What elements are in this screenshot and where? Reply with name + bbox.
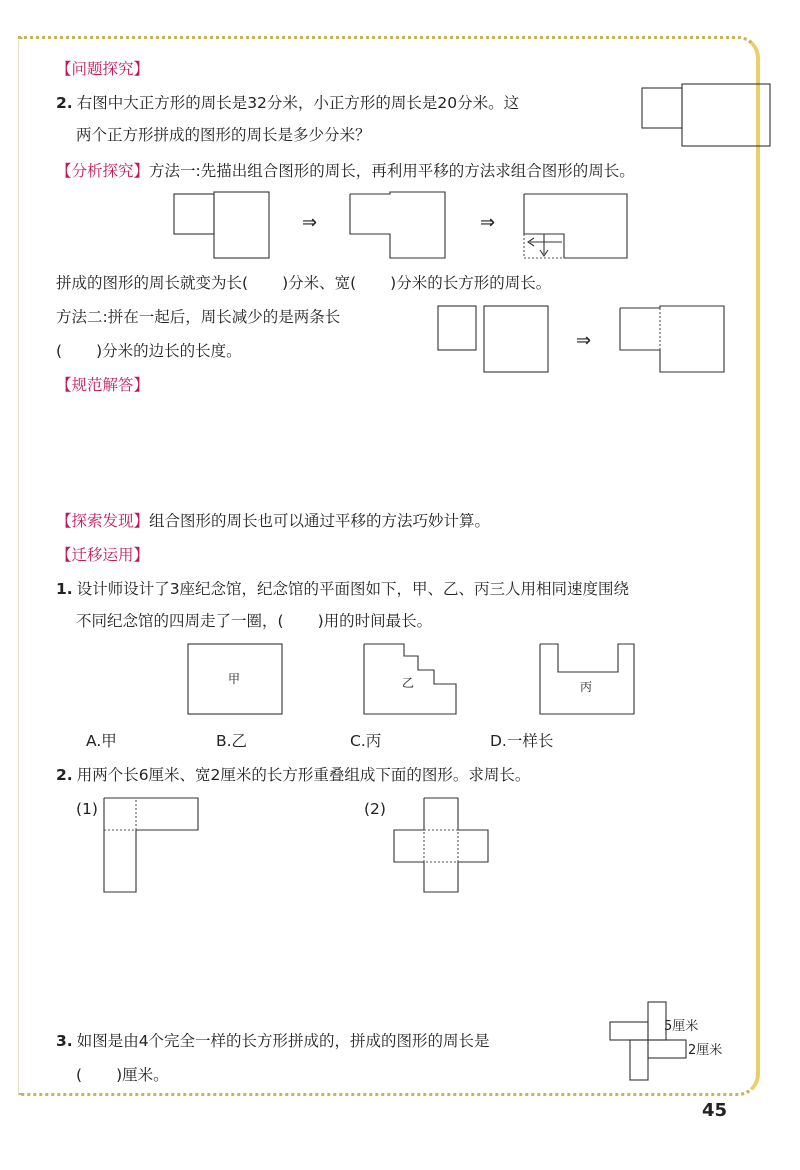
arrow-1: ⇒	[302, 212, 318, 233]
arrow-2: ⇒	[480, 212, 496, 233]
option-c[interactable]: C.丙	[350, 732, 382, 750]
tag-wenti: 【问题探究】	[56, 60, 150, 78]
arrow-3: ⇒	[576, 330, 592, 351]
analysis-result: 拼成的图形的周长就变为长( )分米、宽( )分米的长方形的周长。	[56, 274, 552, 292]
analysis-method1	[56, 160, 635, 182]
label-yi: 乙	[402, 676, 415, 690]
option-a[interactable]: A.甲	[86, 732, 117, 750]
figure-step3	[522, 190, 632, 270]
method2-line2: ( )分米的边长的长度。	[56, 342, 242, 360]
margin-line	[18, 40, 19, 1095]
q2-line1	[56, 92, 519, 114]
p3-line2: ( )厘米。	[76, 1066, 169, 1084]
option-b[interactable]: B.乙	[216, 732, 248, 750]
figure-step2	[348, 190, 448, 262]
p2-sub1: (1)	[76, 800, 98, 818]
p3-label-5cm: 5厘米	[664, 1019, 699, 1034]
label-bing: 丙	[580, 680, 593, 694]
p2-line: 2. 用两个长6厘米、宽2厘米的长方形重叠组成下面的图形。求周长。	[56, 766, 531, 784]
method1-text: 方法一:先描出组合图形的周长，再利用平移的方法求组合图形的周长。	[149, 162, 635, 180]
q2-text1: 右图中大正方形的周长是32分米，小正方形的周长是20分米。这	[76, 94, 520, 112]
p2-sub2: (2)	[364, 800, 386, 818]
label-jia: 甲	[228, 672, 241, 686]
page-number: 45	[702, 1100, 728, 1121]
p3-label-2cm: 2厘米	[688, 1043, 723, 1058]
tag-qianyi: 【迁移运用】	[56, 546, 150, 564]
q2-line2: 两个正方形拼成的图形的周长是多少分米？	[76, 126, 371, 144]
option-d[interactable]: D.一样长	[490, 732, 554, 750]
figure-two-squares	[640, 82, 776, 148]
p1-line2: 不同纪念馆的四周走了一圈，( )用的时间最长。	[76, 612, 433, 630]
figure-p3	[606, 998, 692, 1084]
p1-line1: 1. 设计师设计了3座纪念馆，纪念馆的平面图如下，甲、乙、丙三人用相同速度围绕	[56, 580, 630, 598]
figure-step1	[172, 190, 272, 262]
tag-tansuo: 【探索发现】	[56, 512, 150, 530]
figure-p2-1	[102, 796, 202, 896]
q2-number: 2.	[56, 94, 73, 112]
figure-p2-2	[392, 796, 492, 896]
discovery-line: 【探索发现】组合图形的周长也可以通过平移的方法巧妙计算。	[56, 512, 491, 530]
tag-fenxi: 【分析探究】	[56, 162, 150, 180]
p3-line1: 3. 如图是由4个完全一样的长方形拼成的，拼成的图形的周长是	[56, 1032, 490, 1050]
method2-line1: 方法二:拼在一起后，周长减少的是两条长	[56, 308, 341, 326]
tag-guifan: 【规范解答】	[56, 376, 150, 394]
